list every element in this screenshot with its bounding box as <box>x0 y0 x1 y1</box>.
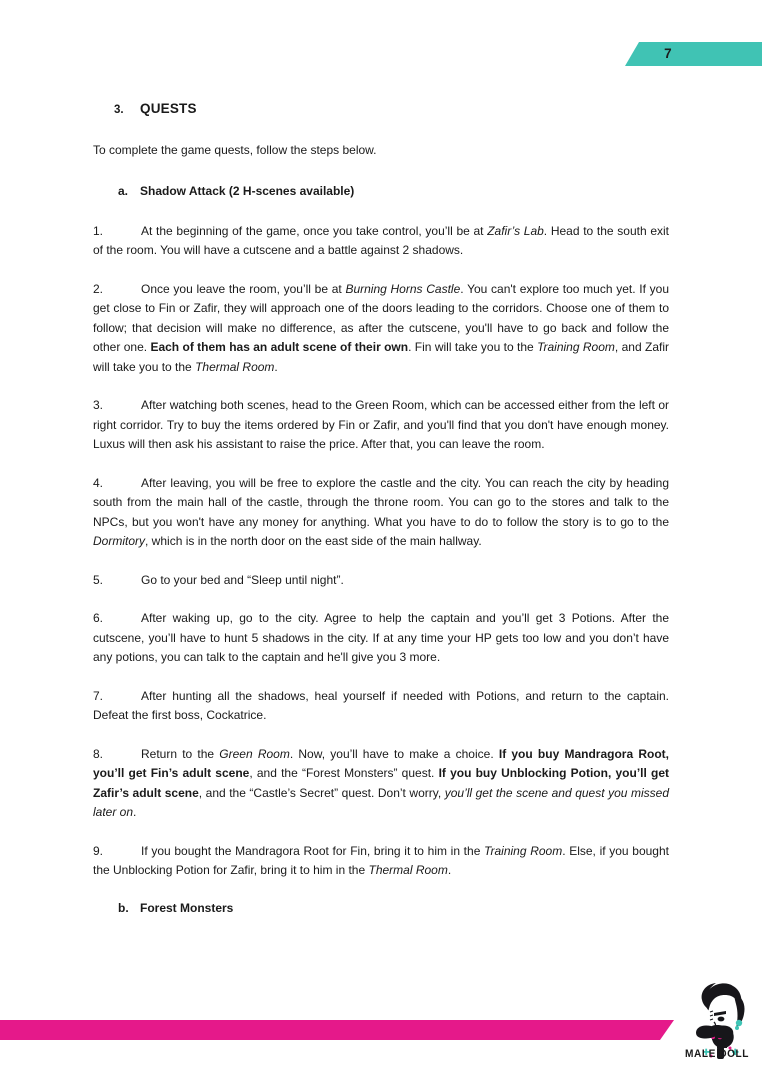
step-paragraph <box>93 571 669 591</box>
subsection-heading-forest-monsters <box>118 900 669 917</box>
step-paragraph <box>93 280 669 378</box>
step-number: 8. <box>93 746 104 761</box>
step-text-italic: Training Room <box>484 843 563 858</box>
step-text: , and Zafir will take you to the <box>93 340 669 374</box>
step-paragraph <box>93 745 669 823</box>
step-gap <box>93 377 669 396</box>
step-number: 4. <box>93 475 104 490</box>
subsection-title: Shadow Attack (2 H-scenes available) <box>140 183 355 198</box>
step-text-italic: you’ll get the scene and quest you missed later on <box>93 785 669 819</box>
step-number: 3. <box>93 398 104 412</box>
step-text: Once you leave the room, you’ll be at <box>141 281 346 296</box>
page-number-banner <box>625 42 762 66</box>
step-text: . You can't explore too much yet. If you get close to Fin or Zafir, they will approach one of the doors leading to the corridors. Choose one of them to follow; that decision will make no difference, as after the cutscene, you'll have to go back and follow the other one. <box>93 281 669 354</box>
step-paragraph <box>93 609 669 668</box>
step-number: 9. <box>93 843 104 858</box>
step-text: . Else, if you bought the Unblocking Potion for Zafir, bring it to him in the <box>93 843 669 877</box>
step-text-italic: Thermal Room <box>368 863 448 877</box>
subsection-marker: b. <box>118 900 129 915</box>
step-text-bold: Each of them has an adult scene of their own <box>150 340 409 354</box>
step-paragraph <box>93 474 669 552</box>
logo-wordmark: MALE DOLL <box>685 1048 749 1060</box>
step-number: 2. <box>93 281 104 296</box>
step-text: After watching both scenes, head to the Green Room, which can be accessed either from the left or right corridor. Try to buy the items ordered by Fin or Zafir, and you'll find that you don't have enough money. Luxus will then ask his assistant to raise the price. After that, you can leave the room. <box>93 398 669 451</box>
step-text: . Fin will take you to the <box>408 340 538 354</box>
step-text-italic: Training Room <box>537 340 615 354</box>
step-text-italic: Thermal Room <box>195 359 275 374</box>
page-number: 7 <box>664 46 672 61</box>
step-number: 5. <box>93 572 104 587</box>
step-number: 6. <box>93 611 104 625</box>
step-text: , which is in the north door on the east side of the main hallway. <box>145 534 482 548</box>
step-text: At the beginning of the game, once you take control, you’ll be at <box>141 223 488 238</box>
step-gap <box>93 455 669 474</box>
step-text: After leaving, you will be free to explore the castle and the city. You can reach the city by heading south from the main hall of the castle, through the throne room. You can go to the stores and talk to the NPCs, but you won't have any money for anything. What you have to do to follow the story is to go to the <box>93 475 669 529</box>
step-gap <box>93 668 669 687</box>
step-text: . <box>447 863 452 877</box>
page-header <box>0 42 762 66</box>
document-content <box>93 100 669 917</box>
step-text: , and the “Castle’s Secret” quest. Don’t worry, <box>198 785 445 800</box>
step-paragraph <box>93 222 669 261</box>
step-text-italic: Dormitory <box>93 534 146 548</box>
step-text-bold: If you buy Unblocking Potion, you’ll get Zafir’s adult scene <box>93 766 670 800</box>
step-text-italic: Green Room <box>219 746 290 761</box>
step-text: . <box>133 805 137 819</box>
step-paragraph <box>93 687 669 726</box>
section-marker: 3. <box>114 104 124 116</box>
step-gap <box>93 823 669 842</box>
step-text: If you bought the Mandragora Root for Fin, bring it to him in the <box>141 843 485 858</box>
step-gap <box>93 261 669 280</box>
steps-list <box>93 222 669 900</box>
step-text: . Now, you’ll have to make a choice. <box>289 746 499 761</box>
step-gap <box>93 881 669 900</box>
step-text-italic: Burning Horns Castle <box>345 281 461 296</box>
step-text: After hunting all the shadows, heal yourself if needed with Potions, and return to the captain. Defeat the first boss, Cockatrice. <box>93 688 669 722</box>
step-paragraph <box>93 396 669 455</box>
section-title: QUESTS <box>140 101 197 116</box>
subsection-heading-shadow-attack <box>118 183 669 200</box>
subsection-title: Forest Monsters <box>140 900 234 915</box>
step-text: , and the “Forest Monsters” quest. <box>249 766 439 780</box>
step-text-bold: If you buy Mandragora Root, you’ll get Fin’s adult scene <box>93 746 669 780</box>
step-gap <box>93 552 669 571</box>
section-intro: To complete the game quests, follow the steps below. <box>93 143 377 157</box>
subsection-marker: a. <box>118 183 129 198</box>
step-text: . Head to the south exit of the room. You will have a cutscene and a battle against 2 shadows. <box>93 223 669 257</box>
section-heading-quests <box>114 100 669 119</box>
step-gap <box>93 590 669 609</box>
step-text: Go to your bed and “Sleep until night”. <box>141 572 344 587</box>
step-number: 1. <box>93 223 104 238</box>
step-number: 7. <box>93 688 104 703</box>
step-text: . <box>274 359 278 374</box>
step-paragraph <box>93 842 669 881</box>
step-text-italic: Zafir’s Lab <box>487 223 544 238</box>
footer-accent-bar <box>0 1020 674 1040</box>
step-text: Return to the <box>141 746 220 761</box>
step-gap <box>93 726 669 745</box>
step-text: After waking up, go to the city. Agree to help the captain and you’ll get 3 Potions. After the cutscene, you’ll have to hunt 5 shadows in the city. If at any time your HP gets too low and you don’t have any potions, you can talk to the captain and he'll give you 3 more. <box>93 611 669 664</box>
